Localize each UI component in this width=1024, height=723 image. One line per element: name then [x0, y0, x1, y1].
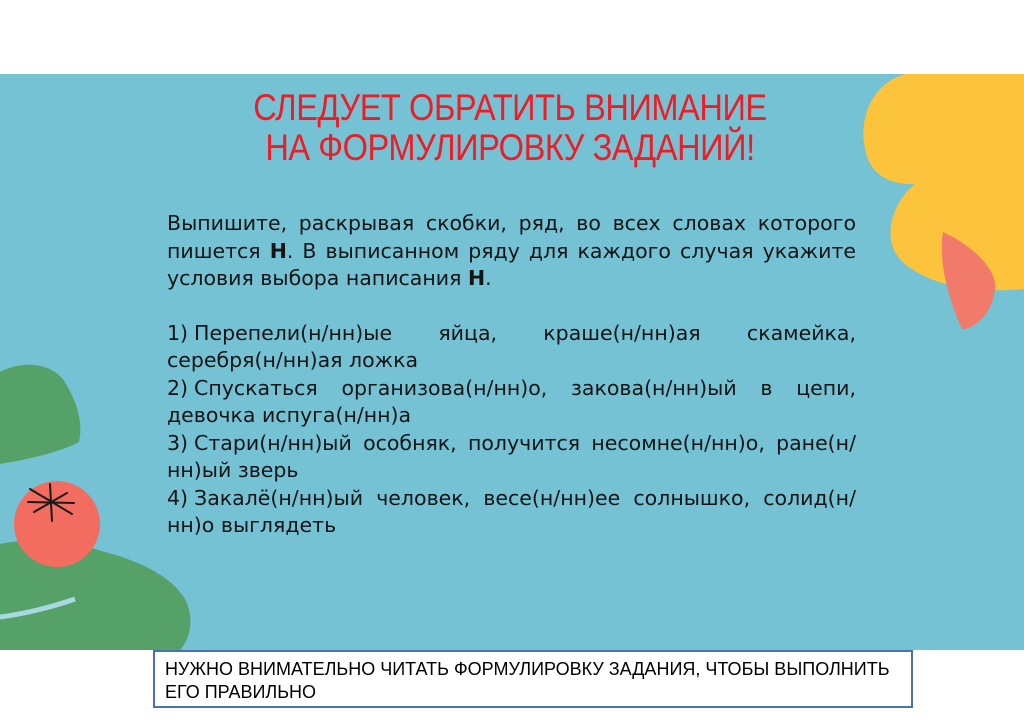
task-text-part: Выпишите, раскрывая скобки, ряд, во всех словах которого пишется — [167, 211, 856, 263]
option-text: Спускаться организова(н/нн)о, закова(н/нн)ый в цепи, девочка испуга(н/нн)а — [167, 375, 856, 427]
options-list — [167, 320, 856, 540]
task-text-part: . — [485, 266, 492, 290]
option-item — [167, 430, 856, 485]
slide — [0, 74, 1024, 650]
option-number: 4) — [167, 485, 189, 510]
task-content — [167, 210, 856, 540]
task-bold-letter: Н — [467, 266, 486, 290]
option-text: Перепели(н/нн)ые яйца, краше(н/нн)ая скамейка, серебря(н/нн)ая ложка — [167, 320, 856, 372]
option-item — [167, 375, 856, 430]
note-box: НУЖНО ВНИМАТЕЛЬНО ЧИТАТЬ ФОРМУЛИРОВКУ ЗАДАНИЯ, ЧТОБЫ ВЫПОЛНИТЬ ЕГО ПРАВИЛЬНО — [153, 650, 913, 708]
option-text: Стари(н/нн)ый особняк, получится несомне(н/нн)о, ране(н/нн)ый зверь — [167, 430, 856, 482]
task-bold-letter: Н — [269, 238, 287, 263]
red-circle-decoration — [14, 481, 100, 567]
option-item — [167, 485, 856, 540]
option-number: 3) — [167, 430, 189, 455]
option-text: Закалё(н/нн)ый человек, весе(н/нн)ее солнышко, солид(н/нн)о выглядеть — [167, 485, 856, 537]
green-leaf-decoration — [0, 541, 190, 650]
option-number: 1) — [167, 320, 189, 345]
green-leaf-decoration — [0, 365, 80, 464]
task-instruction — [167, 210, 856, 293]
option-number: 2) — [167, 375, 189, 400]
option-item — [167, 320, 856, 375]
task-text-part: . В выписанном ряду для каждого случая укажите условия выбора написания — [167, 238, 856, 290]
slide-title: СЛЕДУЕТ ОБРАТИТЬ ВНИМАНИЕ НА ФОРМУЛИРОВКУ ЗАДАНИЙ! — [253, 87, 767, 168]
